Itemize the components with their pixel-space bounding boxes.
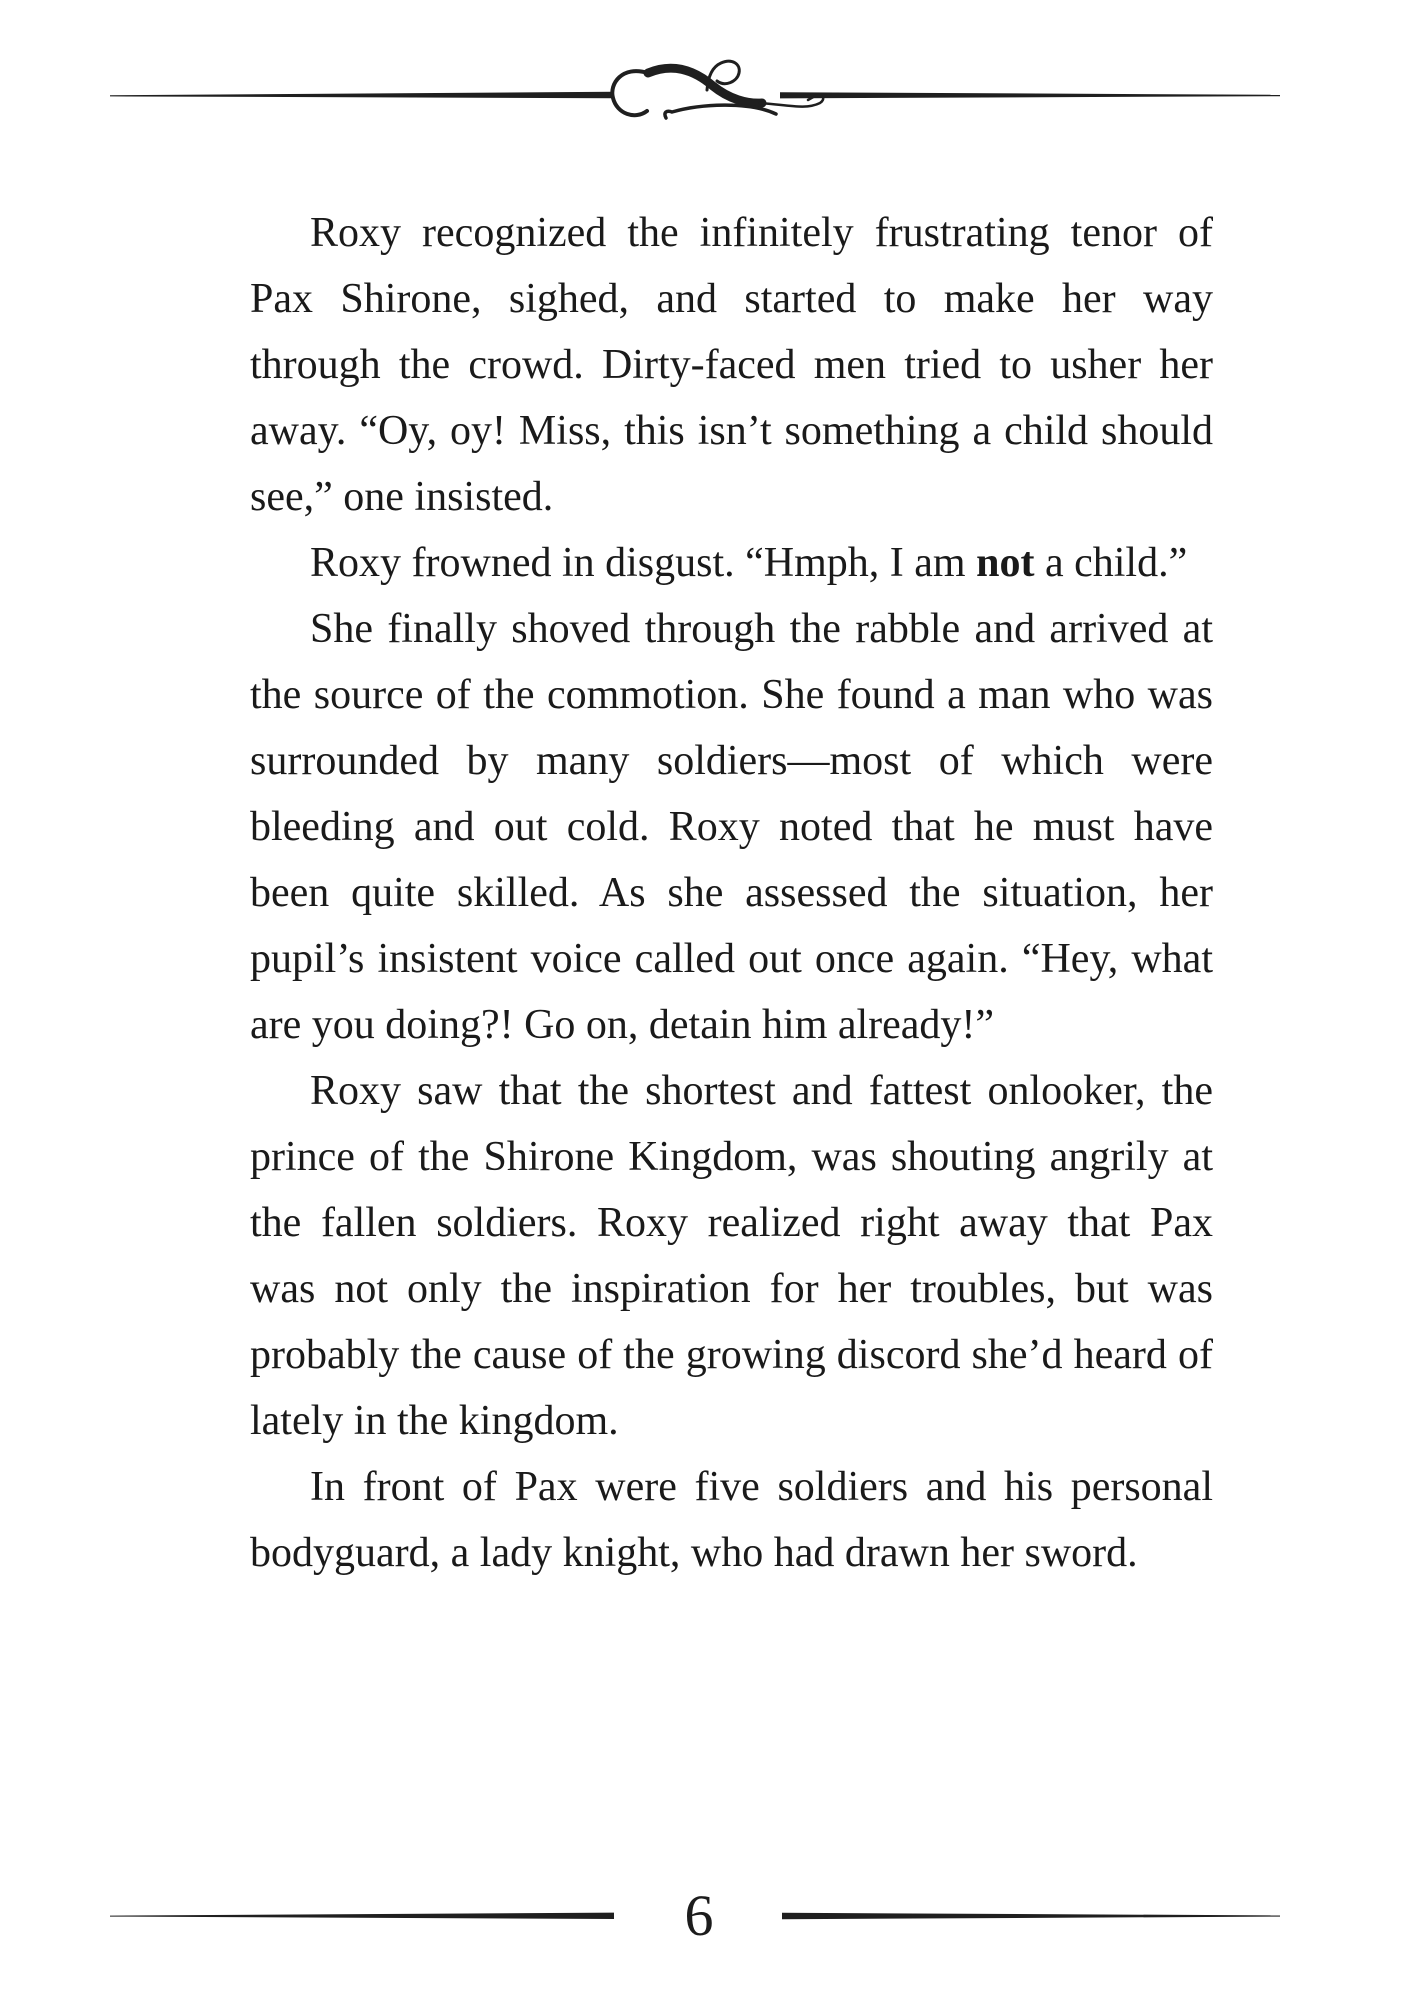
paragraph	[250, 530, 1213, 596]
paragraph: Roxy recognized the infinitely frustrating tenor of Pax Shirone, sighed, and started to make her way through the crowd. Dirty-faced men tried to usher her away. “Oy, oy! Miss, this isn’t something a child should see,” one insisted.	[250, 210, 1213, 520]
header-ornament	[110, 40, 1280, 150]
header-flourish-svg	[110, 40, 1280, 150]
header-rule-right	[780, 92, 1280, 98]
footer-rule-left	[110, 1911, 616, 1921]
paragraph-text: Roxy frowned in disgust. “Hmph, I am	[310, 540, 977, 586]
paragraph: In front of Pax were five soldiers and his personal bodyguard, a lady knight, who had drawn her sword.	[250, 1464, 1213, 1576]
paragraph: She finally shoved through the rabble and arrived at the source of the commotion. She found a man who was surrounded by many soldiers—most of which were bleeding and out cold. Roxy noted that he must have been quite skilled. As she assessed the situation, her pupil’s insistent voice called out once again. “Hey, what are you doing?! Go on, detain him already!”	[250, 606, 1213, 1048]
page-footer	[110, 1878, 1280, 1954]
page-text	[250, 200, 1213, 1586]
header-flourish	[612, 61, 823, 118]
page-number: 6	[684, 1883, 714, 1948]
header-rule-left	[110, 92, 613, 98]
paragraph-text: a child.”	[1034, 540, 1188, 586]
paragraph: Roxy saw that the shortest and fattest onlooker, the prince of the Shirone Kingdom, was shouting angrily at the fallen soldiers. Roxy realized right away that Pax was not only the inspiration for her troubles, but was probably the cause of the growing discord she’d heard of lately in the kingdom.	[250, 1068, 1213, 1444]
bold-word: not	[976, 540, 1035, 586]
footer-rule-right	[782, 1911, 1280, 1921]
